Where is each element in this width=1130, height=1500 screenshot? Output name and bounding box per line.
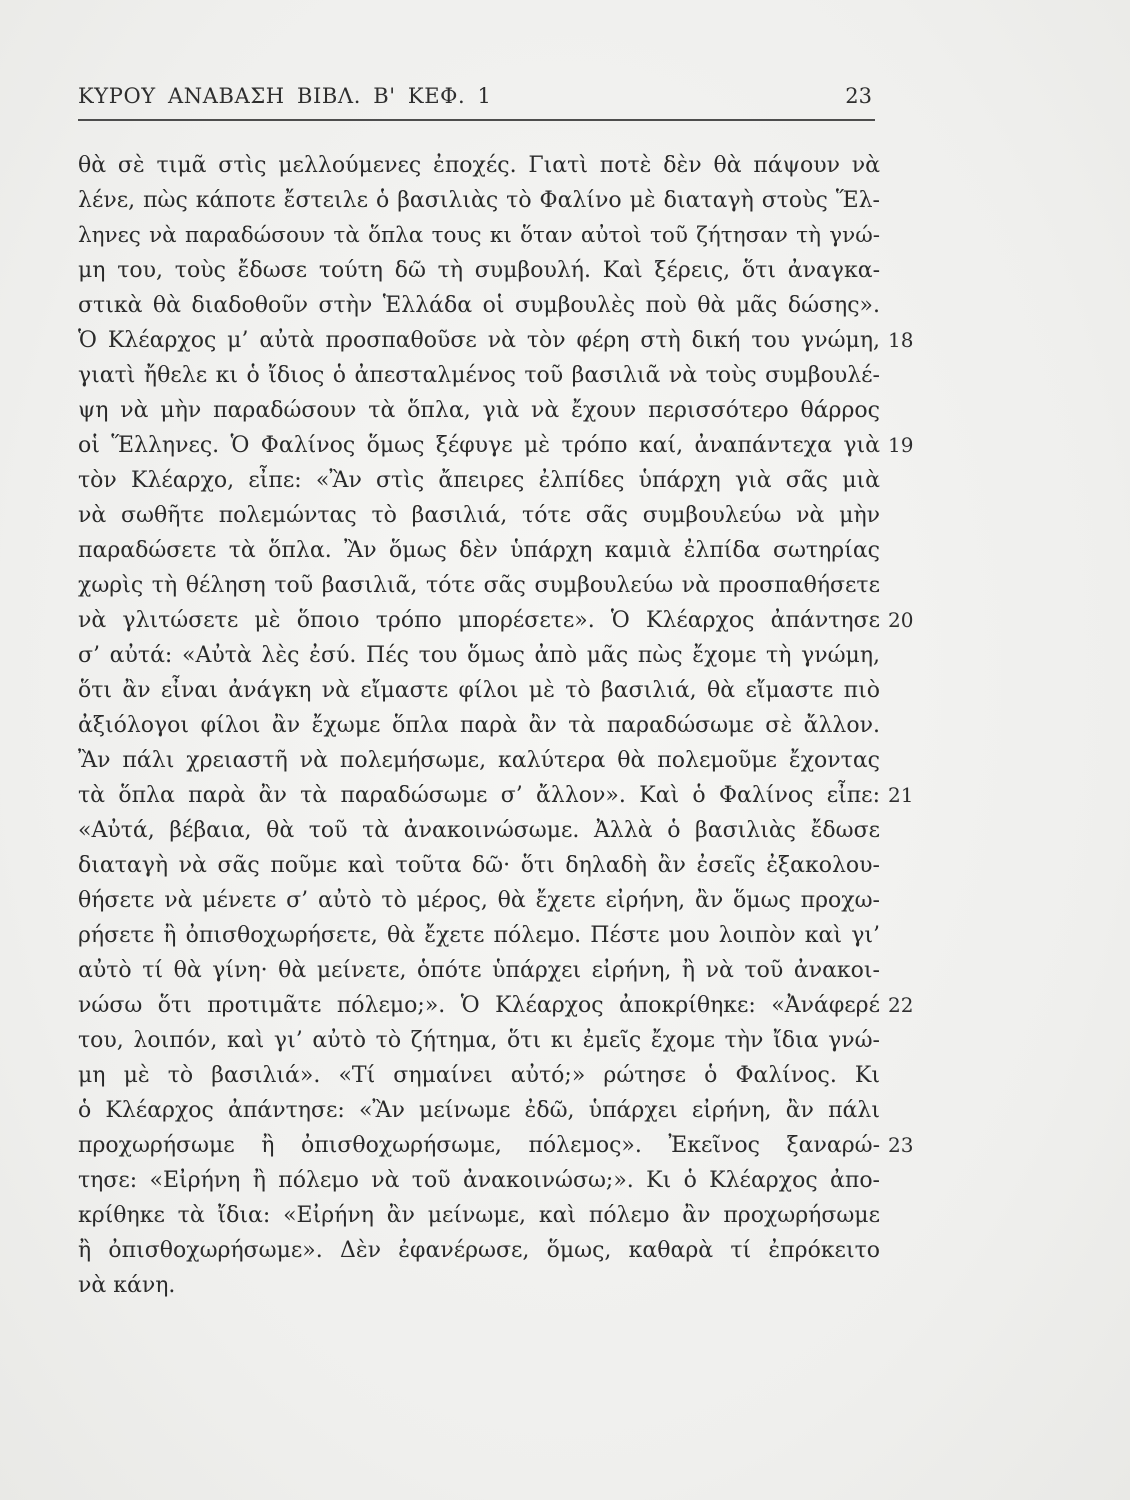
text-line [78, 708, 880, 743]
line-text: Ἂν πάλι χρειαστῆ νὰ πολεμήσωμε, καλύτερα θὰ πολεμοῦμε ἔχοντας [78, 748, 880, 773]
text-line [78, 603, 914, 638]
running-head: ΚΥΡΟΥ ΑΝΑΒΑΣΗ ΒΙΒΛ. Β' ΚΕΦ. 1 [78, 84, 492, 108]
section-number: 19 [888, 433, 914, 457]
text-line [78, 218, 880, 253]
text-line [78, 918, 880, 953]
line-text: νὰ γλιτώσετε μὲ ὅποιο τρόπο μπορέσετε». Ὁ Κλέαρχος ἀπάντησε [78, 608, 880, 633]
section-number: 20 [888, 608, 914, 632]
text-line [78, 743, 880, 778]
text-line [78, 1128, 914, 1163]
line-text: ψη νὰ μὴν παραδώσουν τὰ ὅπλα, γιὰ νὰ ἔχουν περισσότερο θάρρος [78, 398, 880, 423]
text-line [78, 883, 880, 918]
line-text: ρήσετε ἢ ὀπισθοχωρήσετε, θὰ ἔχετε πόλεμο. Πέστε μου λοιπὸν καὶ γι’ [78, 923, 880, 948]
section-number: 22 [888, 993, 914, 1017]
text-line [78, 638, 880, 673]
line-text: ὁ Κλέαρχος ἀπάντησε: «Ἂν μείνωμε ἐδῶ, ὑπάρχει εἰρήνη, ἂν πάλι [78, 1098, 880, 1123]
line-text: λένε, πὼς κάποτε ἔστειλε ὁ βασιλιὰς τὸ Φαλίνο μὲ διαταγὴ στοὺς Ἕλ- [78, 188, 880, 213]
text-line [78, 988, 914, 1023]
text-column [78, 148, 914, 1308]
text-line [78, 463, 880, 498]
line-text: παραδώσετε τὰ ὅπλα. Ἂν ὅμως δὲν ὑπάρχη καμιὰ ἐλπίδα σωτηρίας [78, 538, 880, 563]
line-text: του, λοιπόν, καὶ γι’ αὐτὸ τὸ ζήτημα, ὅτι κι ἐμεῖς ἔχομε τὴν ἴδια γνώ- [78, 1028, 880, 1053]
text-line [78, 778, 914, 813]
text-line [78, 673, 880, 708]
section-number: 18 [888, 328, 914, 352]
line-text: προχωρήσωμε ἢ ὀπισθοχωρήσωμε, πόλεμος». Ἐκεῖνος ξαναρώ- [78, 1133, 880, 1158]
line-text: τησε: «Εἰρήνη ἢ πόλεμο νὰ τοῦ ἀνακοινώσω;». Κι ὁ Κλέαρχος ἀπο- [78, 1168, 880, 1193]
text-line [78, 533, 880, 568]
line-text: σ’ αὐτά: «Αὐτὰ λὲς ἐσύ. Πές του ὅμως ἀπὸ μᾶς πὼς ἔχομε τὴ γνώμη, [78, 643, 880, 668]
line-text: ἢ ὀπισθοχωρήσωμε». Δὲν ἐφανέρωσε, ὅμως, καθαρὰ τί ἐπρόκειτο [78, 1238, 880, 1263]
text-line [78, 148, 880, 183]
section-number: 21 [888, 783, 914, 807]
text-line [78, 1093, 880, 1128]
text-line [78, 813, 880, 848]
line-text: Ὁ Κλέαρχος μ’ αὐτὰ προσπαθοῦσε νὰ τὸν φέρη στὴ δική του γνώμη, [78, 328, 880, 353]
line-text: ληνες νὰ παραδώσουν τὰ ὅπλα τους κι ὅταν αὐτοὶ τοῦ ζήτησαν τὴ γνώ- [78, 223, 880, 248]
text-line [78, 183, 880, 218]
text-line [78, 1198, 880, 1233]
line-text: «Αὐτά, βέβαια, θὰ τοῦ τὰ ἀνακοινώσωμε. Ἀλλὰ ὁ βασιλιὰς ἔδωσε [78, 818, 880, 843]
text-line [78, 1233, 880, 1268]
page-number: 23 [845, 84, 872, 108]
line-text: νὰ κάνη. [78, 1273, 176, 1298]
text-line [78, 288, 880, 323]
line-text: αὐτὸ τί θὰ γίνη· θὰ μείνετε, ὁπότε ὑπάρχει εἰρήνη, ἢ νὰ τοῦ ἀνακοι- [78, 958, 880, 983]
text-line [78, 393, 880, 428]
line-text: χωρὶς τὴ θέληση τοῦ βασιλιᾶ, τότε σᾶς συμβουλεύω νὰ προσπαθήσετε [78, 573, 880, 598]
line-text: θήσετε νὰ μένετε σ’ αὐτὸ τὸ μέρος, θὰ ἔχετε εἰρήνη, ἂν ὅμως προχω- [78, 888, 880, 913]
line-text: γιατὶ ἤθελε κι ὁ ἴδιος ὁ ἀπεσταλμένος τοῦ βασιλιᾶ νὰ τοὺς συμβουλέ- [78, 363, 880, 388]
text-line [78, 428, 914, 463]
line-text: νὰ σωθῆτε πολεμώντας τὸ βασιλιά, τότε σᾶς συμβουλεύω νὰ μὴν [78, 503, 880, 528]
line-text: κρίθηκε τὰ ἴδια: «Εἰρήνη ἂν μείνωμε, καὶ πόλεμο ἂν προχωρήσωμε [78, 1203, 880, 1228]
line-text: θὰ σὲ τιμᾶ στὶς μελλούμενες ἐποχές. Γιατὶ ποτὲ δὲν θὰ πάψουν νὰ [78, 153, 880, 178]
text-line [78, 848, 880, 883]
text-line [78, 498, 880, 533]
text-line [78, 358, 880, 393]
line-text: ὅτι ἂν εἶναι ἀνάγκη νὰ εἴμαστε φίλοι μὲ τὸ βασιλιά, θὰ εἴμαστε πιὸ [78, 678, 880, 703]
line-text: νώσω ὅτι προτιμᾶτε πόλεμο;». Ὁ Κλέαρχος ἀποκρίθηκε: «Ἀνάφερέ [78, 993, 880, 1018]
line-text: στικὰ θὰ διαδοθοῦν στὴν Ἑλλάδα οἱ συμβουλὲς ποὺ θὰ μᾶς δώσης». [78, 293, 880, 318]
header-rule [78, 119, 875, 121]
line-text: οἱ Ἕλληνες. Ὁ Φαλίνος ὅμως ξέφυγε μὲ τρόπο καί, ἀναπάντεχα γιὰ [78, 433, 880, 458]
text-line [78, 1058, 880, 1093]
text-line [78, 1268, 880, 1303]
section-number: 23 [888, 1133, 914, 1157]
text-line [78, 1163, 880, 1198]
text-line [78, 323, 914, 358]
line-text: μη μὲ τὸ βασιλιά». «Τί σημαίνει αὐτό;» ρώτησε ὁ Φαλίνος. Κι [78, 1063, 880, 1088]
text-line [78, 253, 880, 288]
text-line [78, 953, 880, 988]
text-line [78, 1023, 880, 1058]
line-text: τὰ ὅπλα παρὰ ἂν τὰ παραδώσωμε σ’ ἄλλον». Καὶ ὁ Φαλίνος εἶπε: [78, 783, 880, 808]
line-text: τὸν Κλέαρχο, εἶπε: «Ἂν στὶς ἄπειρες ἐλπίδες ὑπάρχη γιὰ σᾶς μιὰ [78, 468, 880, 493]
line-text: ἀξιόλογοι φίλοι ἂν ἔχωμε ὅπλα παρὰ ἂν τὰ παραδώσωμε σὲ ἄλλον. [78, 713, 880, 738]
line-text: διαταγὴ νὰ σᾶς ποῦμε καὶ τοῦτα δῶ· ὅτι δηλαδὴ ἂν ἐσεῖς ἐξακολου- [78, 853, 880, 878]
text-line [78, 568, 880, 603]
line-text: μη του, τοὺς ἔδωσε τούτη δῶ τὴ συμβουλή. Καὶ ξέρεις, ὅτι ἀναγκα- [78, 258, 880, 283]
